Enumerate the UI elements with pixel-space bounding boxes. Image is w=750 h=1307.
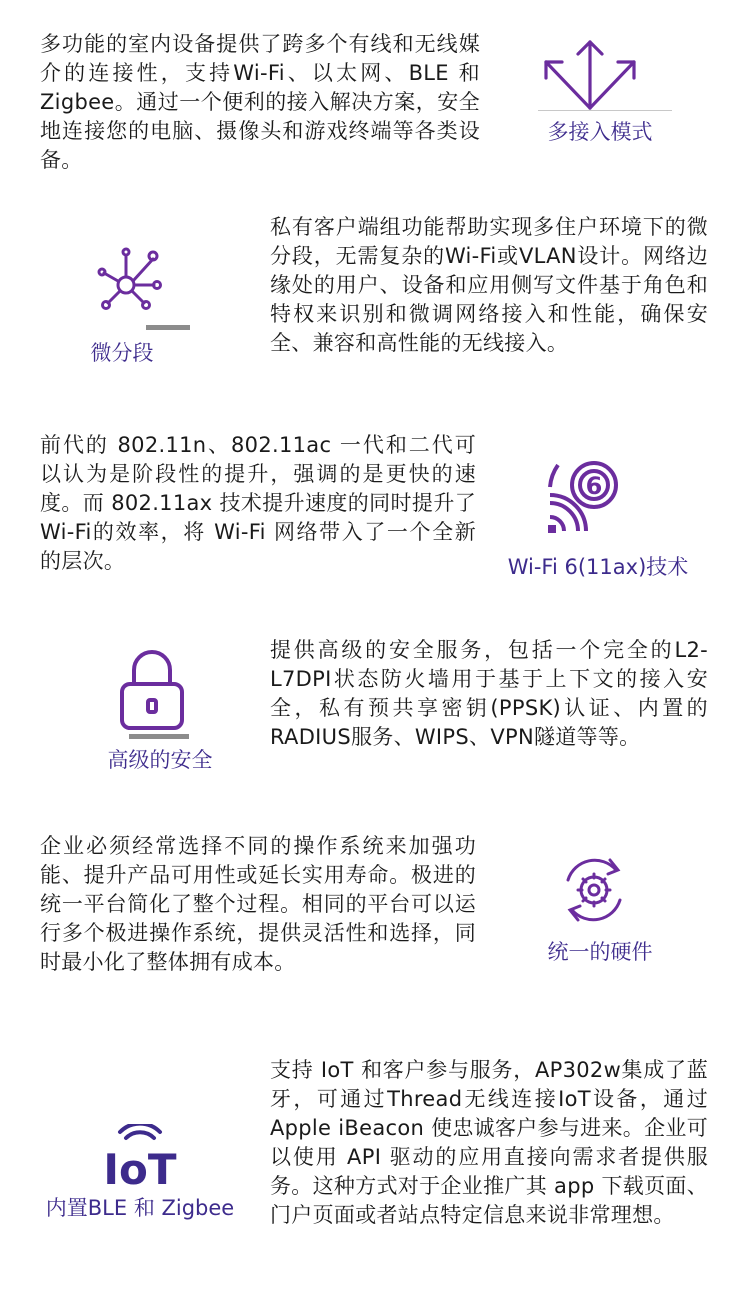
feature-description: 私有客户端组功能帮助实现多住户环境下的微分段，无需复杂的Wi-Fi或VLAN设计。网络边缘处的用户、设备和应用侧写文件基于角色和特权来识别和微调网络接入和性能，确保安全、兼容和高性能的无线接入。 bbox=[270, 215, 708, 355]
iot-wordmark: IoT bbox=[103, 1145, 177, 1188]
feature-unified-hardware bbox=[520, 852, 680, 972]
feature-multi-access bbox=[520, 30, 680, 150]
feature-description: 企业必须经常选择不同的操作系统来加强功能、提升产品可用性或延长实用寿命。极进的统一平台简化了整个过程。相同的平台可以运行多个极进操作系统，提供灵活性和选择，同时最小化了整体拥有成本。 bbox=[40, 834, 476, 974]
feature-section-ble-zigbee bbox=[0, 1056, 750, 1276]
feature-section-unified-hardware bbox=[0, 832, 750, 1012]
wifi6-number: 6 bbox=[585, 472, 603, 500]
feature-label: Wi-Fi 6(11ax)技术 bbox=[507, 555, 689, 579]
network-node-icon bbox=[96, 243, 166, 313]
feature-wifi6 bbox=[498, 455, 698, 585]
feature-label: 多接入模式 bbox=[547, 120, 653, 144]
label-bar bbox=[146, 325, 190, 330]
iot-icon bbox=[92, 1124, 188, 1188]
feature-label: 微分段 bbox=[90, 341, 154, 365]
feature-micro-segmentation bbox=[62, 243, 202, 368]
feature-ble-zigbee bbox=[30, 1124, 250, 1244]
feature-section-security bbox=[0, 636, 750, 806]
padlock-icon bbox=[118, 648, 186, 732]
feature-section-wifi6 bbox=[0, 431, 750, 581]
wifi6-icon bbox=[546, 455, 626, 535]
multi-arrow-icon bbox=[540, 36, 640, 112]
feature-section-micro-segmentation bbox=[0, 213, 750, 393]
gear-cycle-icon bbox=[554, 852, 634, 928]
feature-label: 统一的硬件 bbox=[547, 940, 653, 964]
feature-section-multi-access bbox=[0, 30, 750, 180]
feature-description: 多功能的室内设备提供了跨多个有线和无线媒介的连接性，支持Wi-Fi、以太网、BLE 和 Zigbee。通过一个便利的接入解决方案，安全地连接您的电脑、摄像头和游戏终端等各类设备。 bbox=[40, 32, 480, 172]
feature-description: 前代的 802.11n、802.11ac 一代和二代可以认为是阶段性的提升，强调的是更快的速度。而 802.11ax 技术提升速度的同时提升了Wi-Fi的效率，将 Wi-Fi 网络带入了一个全新的层次。 bbox=[40, 433, 476, 573]
feature-description: 支持 IoT 和客户参与服务，AP302w集成了蓝牙，可通过Thread无线连接IoT设备，通过 Apple iBeacon 使忠诚客户参与进来。企业可以使用 API 驱动的应用直接向需求者提供服务。这种方式对于企业推广其 app 下载页面、门户页面或者站点特定信息来说非常理想。 bbox=[270, 1058, 708, 1227]
feature-label: 高级的安全 bbox=[107, 748, 213, 772]
divider-line bbox=[538, 110, 672, 111]
label-bar bbox=[129, 734, 189, 739]
feature-label: 内置BLE 和 Zigbee bbox=[45, 1196, 235, 1220]
feature-description: 提供高级的安全服务，包括一个完全的L2-L7DPI状态防火墙用于基于上下文的接入安全，私有预共享密钥(PPSK)认证、内置的RADIUS服务、WIPS、VPN隧道等等。 bbox=[270, 638, 708, 749]
feature-security bbox=[85, 648, 235, 783]
